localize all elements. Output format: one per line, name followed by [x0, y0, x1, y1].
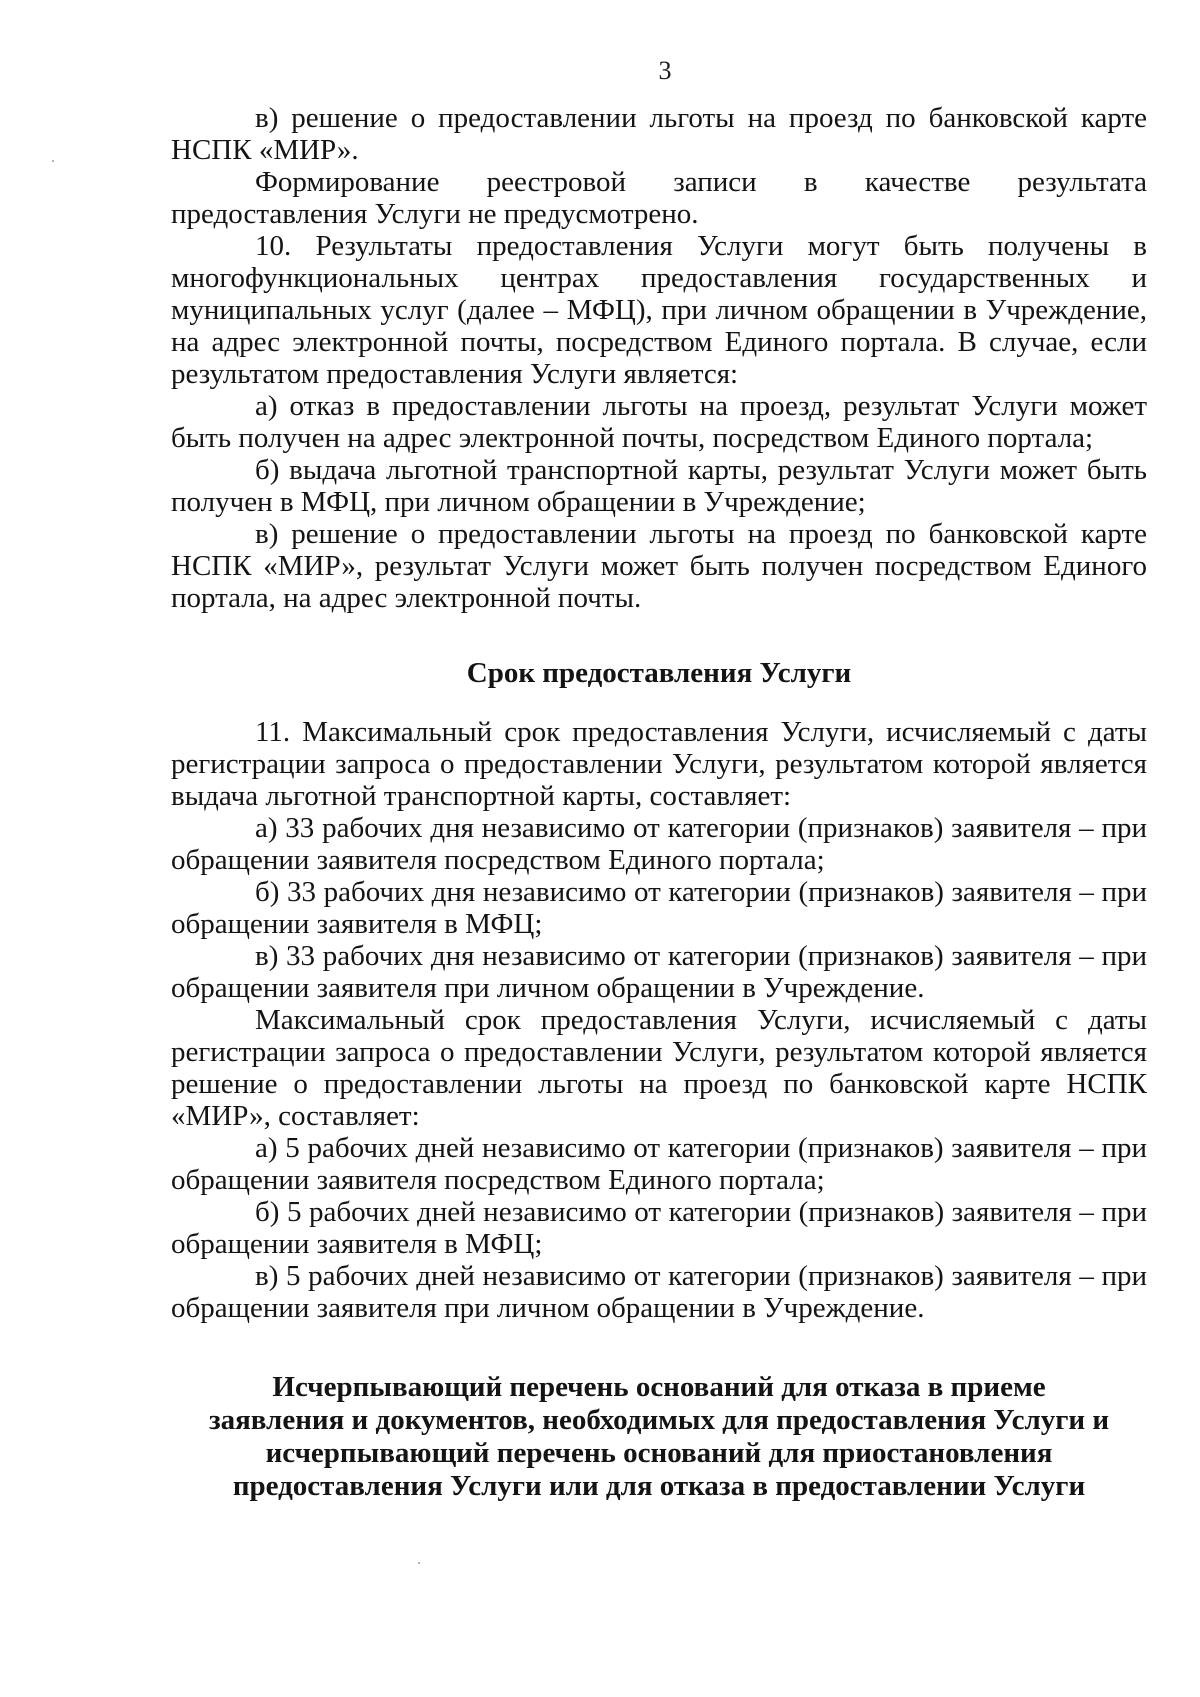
section-heading-term: Срок предоставления Услуги: [466, 657, 852, 689]
heading-line: Исчерпывающий перечень оснований для отказа в приеме: [272, 1371, 1046, 1403]
paragraph-item-10-v: в) решение о предоставлении льготы на проезд по банковской карте НСПК «МИР», результат Услуги может быть получен посредством Единого портала, на адрес электронной почты.: [171, 518, 1147, 614]
paragraph-item-10-b: б) выдача льготной транспортной карты, результат Услуги может быть получен в МФЦ, при личном обращении в Учреждение;: [171, 454, 1147, 518]
paragraph-max-term-card: Максимальный срок предоставления Услуги, исчисляемый с даты регистрации запроса о предоставлении Услуги, результатом которой является решение о предоставлении льготы на проезд по банковской карте НСПК «МИР», составляет:: [171, 1004, 1147, 1132]
paragraph-item-10-a: а) отказ в предоставлении льготы на проезд, результат Услуги может быть получен на адрес электронной почты, посредством Единого портала;: [171, 390, 1147, 454]
heading-line: заявления и документов, необходимых для предоставления Услуги и: [208, 1404, 1110, 1436]
paragraph-term-v: в) 5 рабочих дней независимо от категории (признаков) заявителя – при обращении заявителя при личном обращении в Учреждение.: [171, 1260, 1147, 1324]
paragraph-item-11: 11. Максимальный срок предоставления Услуги, исчисляемый с даты регистрации запроса о предоставлении Услуги, результатом которой является выдача льготной транспортной карты, составляет:: [171, 716, 1147, 812]
paragraph-item-11-b: б) 33 рабочих дня независимо от категории (признаков) заявителя – при обращении заявителя в МФЦ;: [171, 876, 1147, 940]
paragraph-registry-record: Формирование реестровой записи в качестве результата предоставления Услуги не предусмотрено.: [171, 166, 1147, 230]
term-section: [171, 716, 1147, 1324]
scan-speck: [52, 160, 54, 162]
heading-line: исчерпывающий перечень оснований для приостановления: [265, 1437, 1053, 1469]
paragraph-item-11-v: в) 33 рабочих дня независимо от категории (признаков) заявителя – при обращении заявителя при личном обращении в Учреждение.: [171, 940, 1147, 1004]
page-number: 3: [658, 56, 672, 85]
paragraph-term-b: б) 5 рабочих дней независимо от категории (признаков) заявителя – при обращении заявителя в МФЦ;: [171, 1196, 1147, 1260]
section-heading-refusal-grounds: [171, 1371, 1147, 1503]
heading-line: предоставления Услуги или для отказа в предоставлении Услуги: [232, 1470, 1086, 1502]
paragraph-item-10: 10. Результаты предоставления Услуги могут быть получены в многофункциональных центрах предоставления государственных и муниципальных услуг (далее – МФЦ), при личном обращении в Учреждение, на адрес электронной почты, посредством Единого портала. В случае, если результатом предоставления Услуги является:: [171, 230, 1147, 390]
results-section: [171, 102, 1147, 614]
paragraph-term-a: а) 5 рабочих дней независимо от категории (признаков) заявителя – при обращении заявителя посредством Единого портала;: [171, 1132, 1147, 1196]
paragraph-item-11-a: а) 33 рабочих дня независимо от категории (признаков) заявителя – при обращении заявителя посредством Единого портала;: [171, 812, 1147, 876]
paragraph-result-v: в) решение о предоставлении льготы на проезд по банковской карте НСПК «МИР».: [171, 102, 1147, 166]
scan-speck: [418, 1562, 420, 1564]
